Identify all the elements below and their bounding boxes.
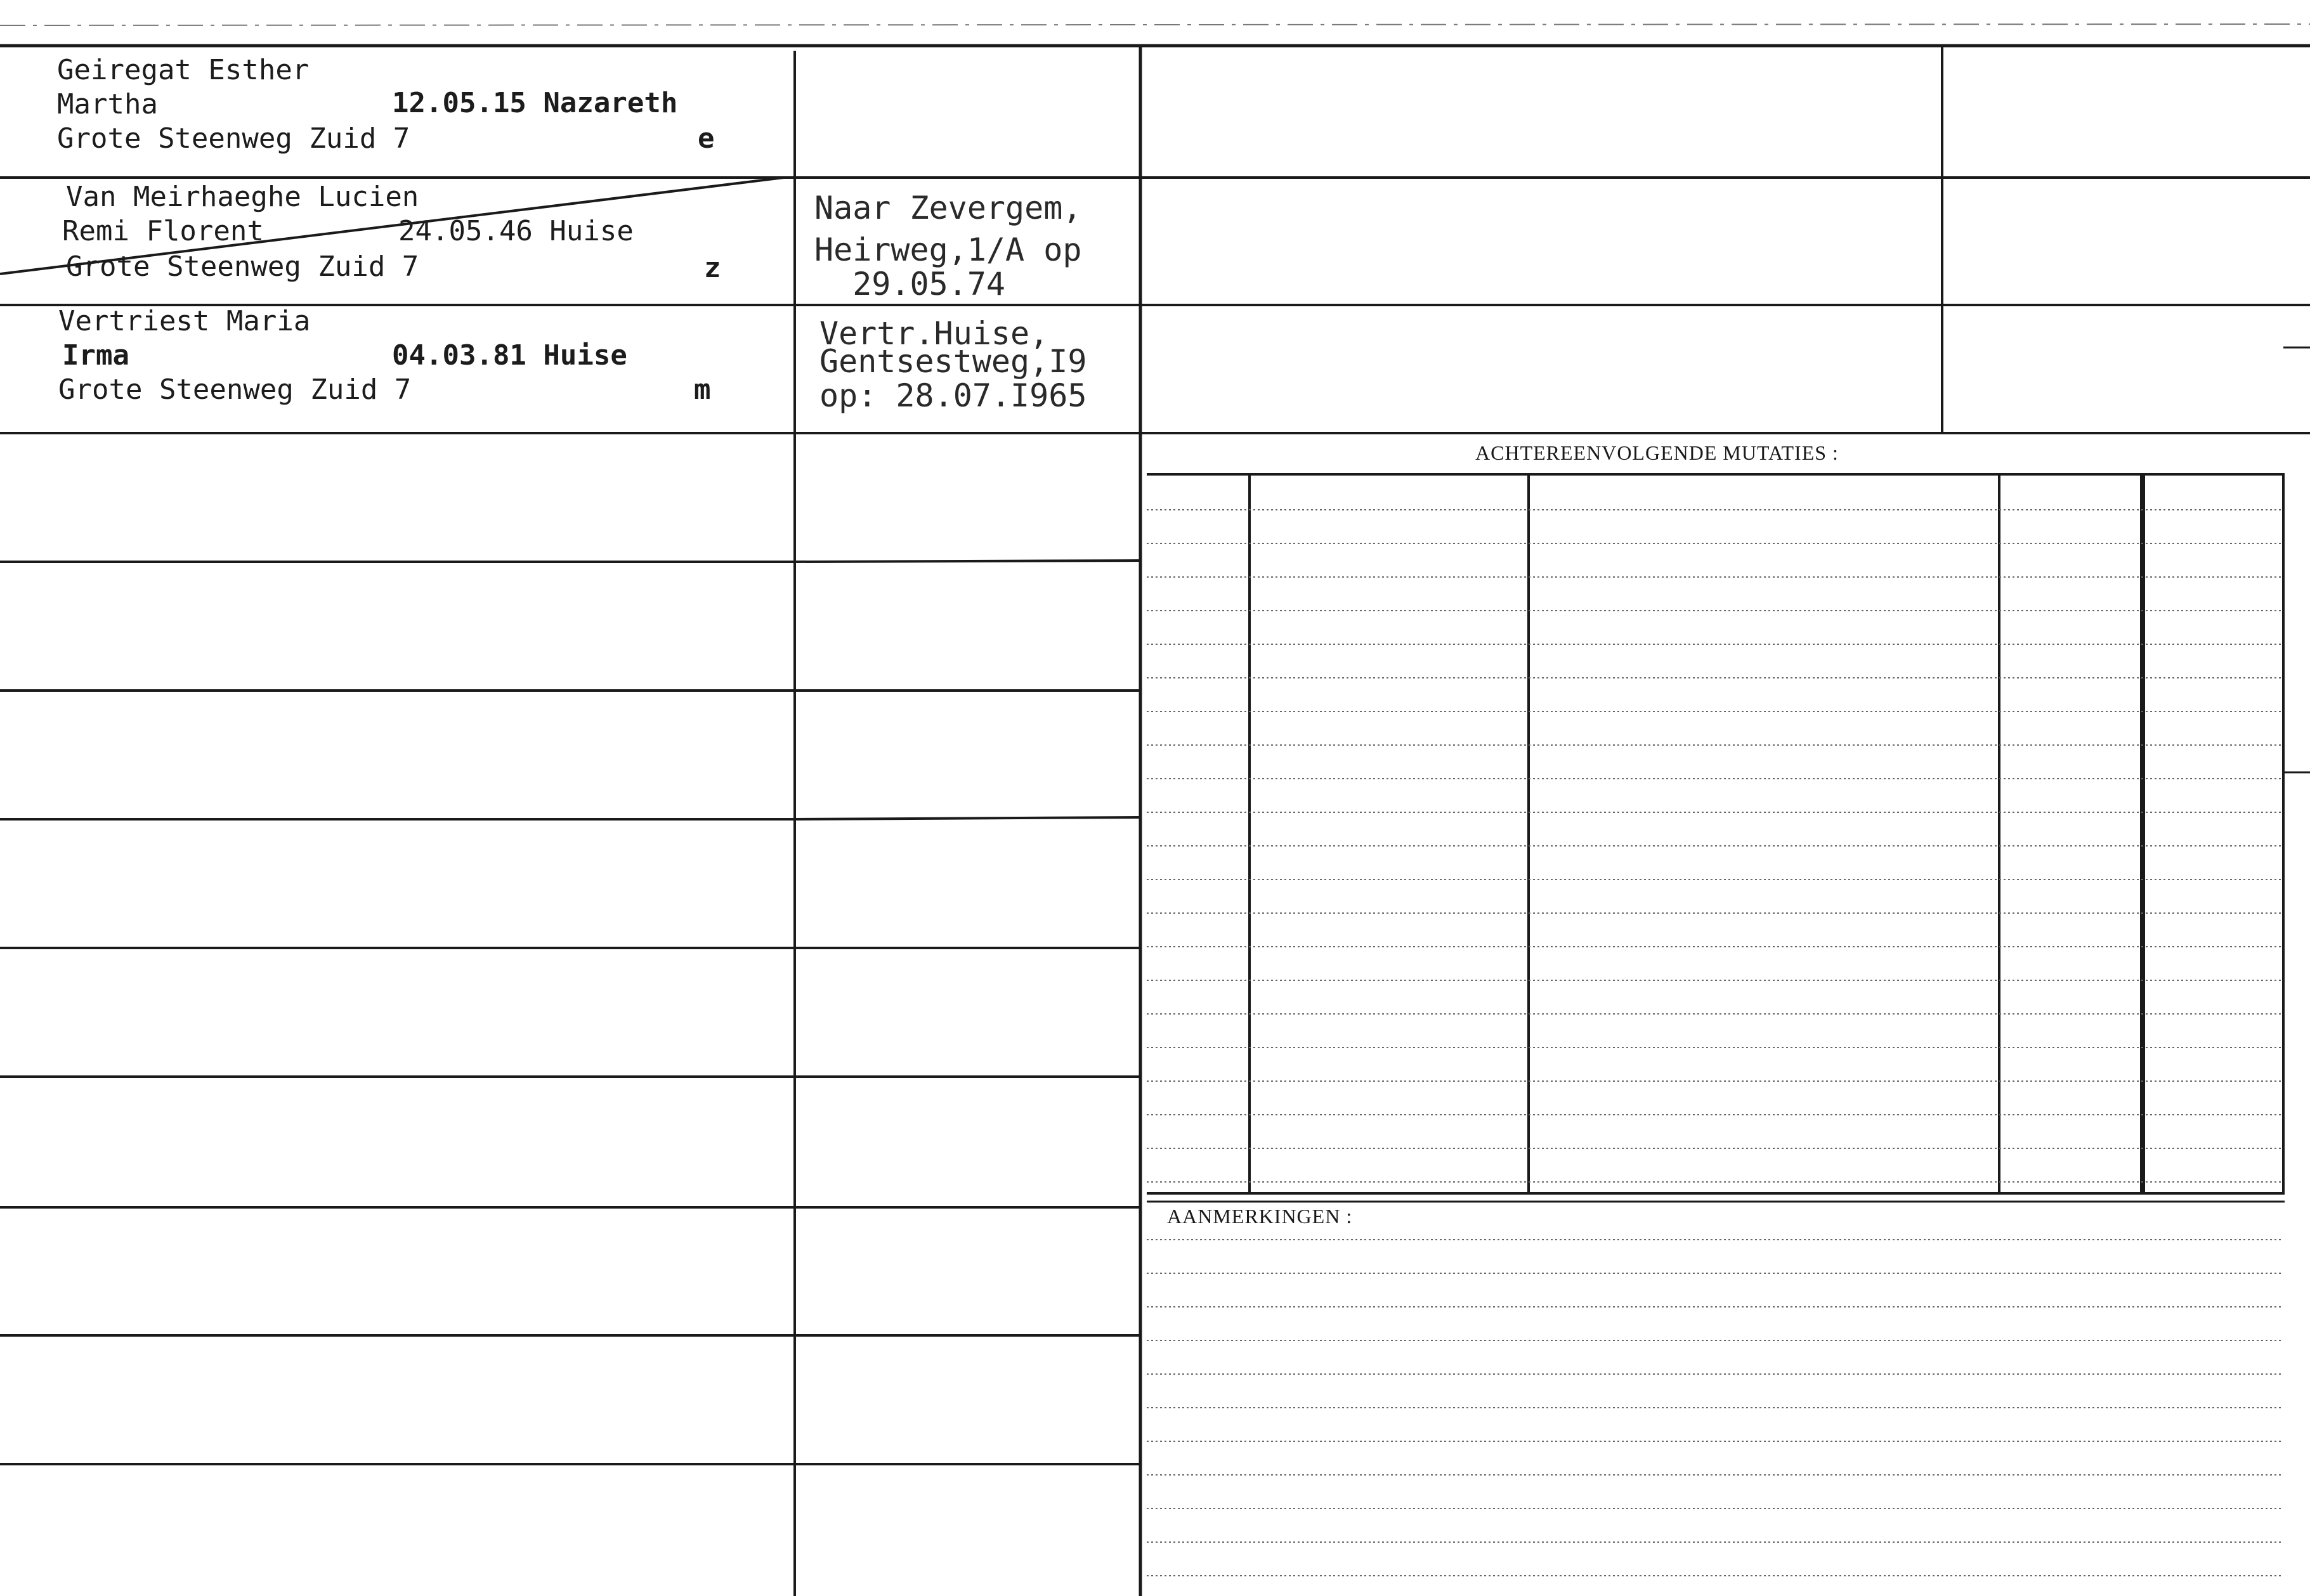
- record-2-code: z: [704, 252, 721, 284]
- record-3-birth: 04.03.81 Huise: [392, 339, 627, 372]
- record-1-code: e: [698, 122, 715, 155]
- record-2-remark-line-2: Heirweg,1/A op: [814, 231, 1082, 268]
- mutations-header: ACHTEREENVOLGENDE MUTATIES :: [1475, 441, 1839, 464]
- top-noise-line: [0, 24, 2310, 25]
- mutations-ruled-lines: [1147, 510, 2283, 1182]
- remarks-header: AANMERKINGEN :: [1167, 1205, 1353, 1228]
- record-2-remark-line-1: Naar Zevergem,: [814, 190, 1082, 226]
- row-rules-right-upper: [1140, 178, 2310, 433]
- mutations-table-frame: [1147, 474, 2285, 1193]
- record-1-given-names: Martha: [57, 88, 158, 120]
- record-3-address: Grote Steenweg Zuid 7: [58, 373, 412, 406]
- record-2-birth: 24.05.46 Huise: [398, 215, 634, 247]
- record-2-name: Van Meirhaeghe Lucien: [66, 181, 419, 213]
- record-3-given-names: Irma: [62, 339, 129, 372]
- record-1-address: Grote Steenweg Zuid 7: [57, 122, 410, 155]
- record-3-remark-line-1: Vertr.Huise,: [819, 315, 1049, 352]
- record-3-remark-line-3: op: 28.07.I965: [819, 377, 1087, 414]
- record-3-name: Vertriest Maria: [58, 305, 311, 337]
- record-1-name: Geiregat Esther: [57, 54, 310, 86]
- record-2-given-names: Remi Florent: [62, 215, 264, 247]
- remarks-ruled-lines: [1147, 1240, 2283, 1576]
- record-1-birth: 12.05.15 Nazareth: [392, 87, 678, 119]
- record-3-remark-line-2: Gentsestweg,I9: [819, 343, 1087, 380]
- record-2-remark-line-3: 29.05.74: [814, 266, 1006, 302]
- record-3-code: m: [694, 373, 711, 406]
- record-2-address: Grote Steenweg Zuid 7: [66, 250, 419, 283]
